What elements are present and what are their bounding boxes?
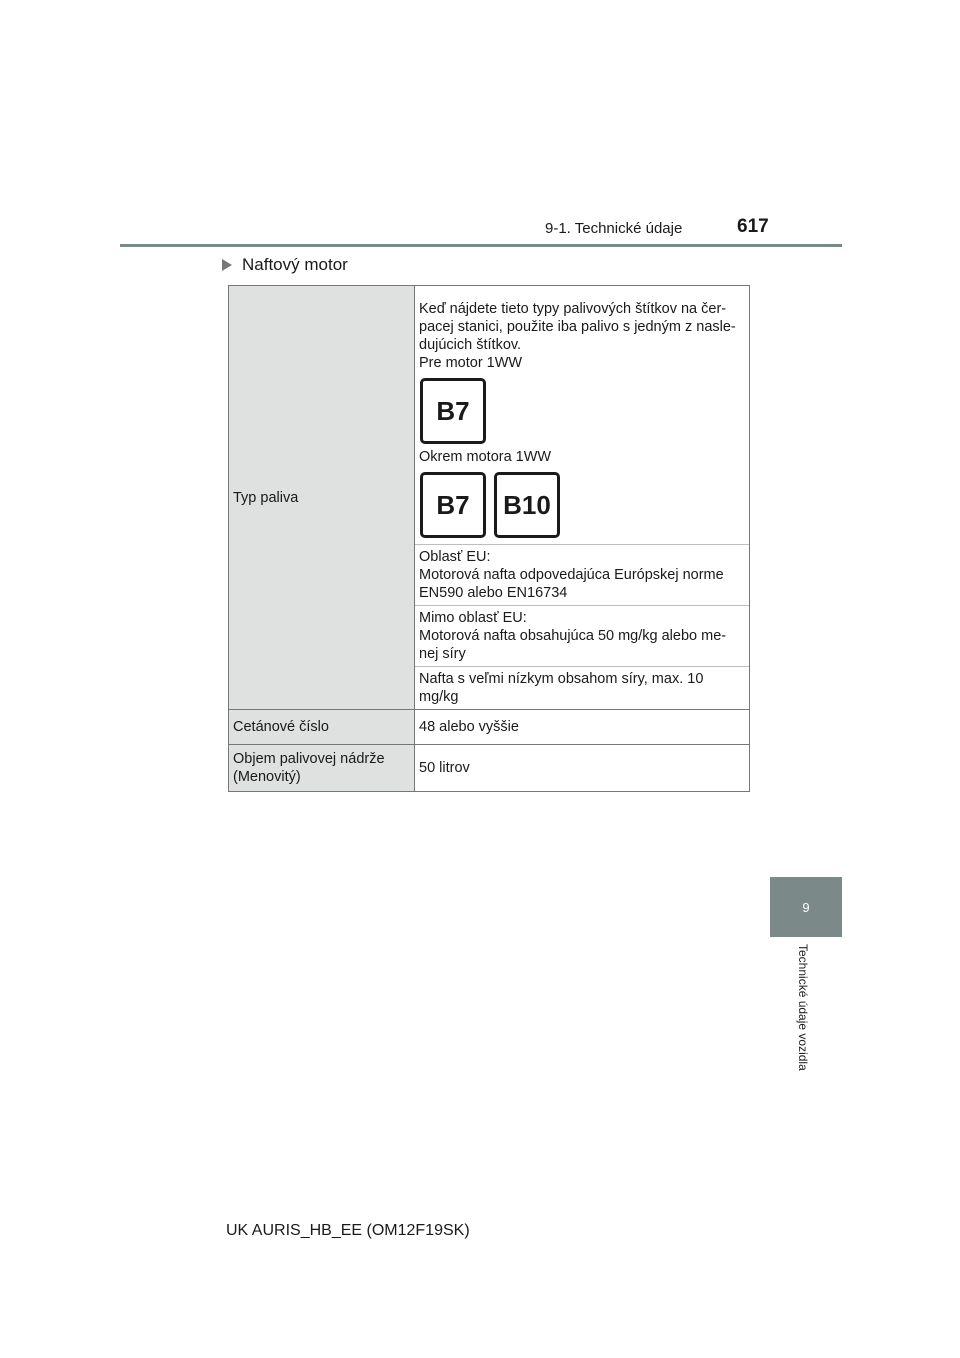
table-row-fuel-type [229, 286, 750, 710]
chapter-tab: 9 [770, 877, 842, 937]
eu-region-block [415, 544, 749, 605]
fuel-label-b7-icon: B7 [420, 378, 486, 444]
fuel-type-value [415, 286, 750, 710]
tank-label [229, 745, 415, 792]
tank-label-line2: (Menovitý) [233, 769, 301, 785]
cetane-label: Cetánové číslo [229, 710, 415, 745]
low-sulfur-text: Nafta s veľmi nízkym obsahom síry, max. 10 mg/kg [419, 671, 704, 705]
footer-model-code: UK AURIS_HB_EE (OM12F19SK) [226, 1222, 470, 1239]
non-eu-region-block [415, 605, 749, 666]
header-section-title: 9-1. Technické údaje [545, 220, 683, 237]
noneu-title: Mimo oblasť EU: [419, 610, 527, 626]
labels-1ww [420, 378, 745, 444]
chapter-title-vertical: Technické údaje vozidla [796, 944, 810, 1071]
eu-title: Oblasť EU: [419, 549, 491, 565]
fuel-label-b7-icon: B7 [420, 472, 486, 538]
fuel-intro-line3: dujúcich štítkov. [419, 337, 522, 353]
section-heading [222, 255, 348, 275]
table-row-tank [229, 745, 750, 792]
noneu-line1: Motorová nafta obsahujúca 50 mg/kg alebo me- [419, 628, 727, 644]
table-row-cetane [229, 710, 750, 745]
low-sulfur-block [415, 666, 749, 709]
fuel-label-b10-icon: B10 [494, 472, 560, 538]
noneu-line2: nej síry [419, 646, 466, 662]
fuel-intro-line1: Keď nájdete tieto typy palivových štítkov na čer- [419, 301, 727, 317]
header-divider [120, 244, 842, 247]
engine-other-caption: Okrem motora 1WW [419, 449, 552, 465]
eu-line1: Motorová nafta odpovedajúca Európskej norme [419, 567, 724, 583]
engine-1ww-caption: Pre motor 1WW [419, 355, 523, 371]
tank-label-line1: Objem palivovej nádrže [233, 751, 385, 767]
fuel-intro-line2: pacej stanici, použite iba palivo s jedným z nasle- [419, 319, 736, 335]
fuel-type-label: Typ paliva [229, 286, 415, 710]
triangle-bullet-icon [222, 259, 232, 271]
page-number: 617 [737, 216, 769, 237]
cetane-value: 48 alebo vyššie [415, 710, 750, 745]
fuel-label-block [415, 286, 749, 544]
labels-other [420, 472, 745, 538]
tank-value: 50 litrov [415, 745, 750, 792]
section-heading-text: Naftový motor [242, 255, 348, 274]
eu-line2: EN590 alebo EN16734 [419, 585, 568, 601]
fuel-spec-table [228, 285, 750, 792]
